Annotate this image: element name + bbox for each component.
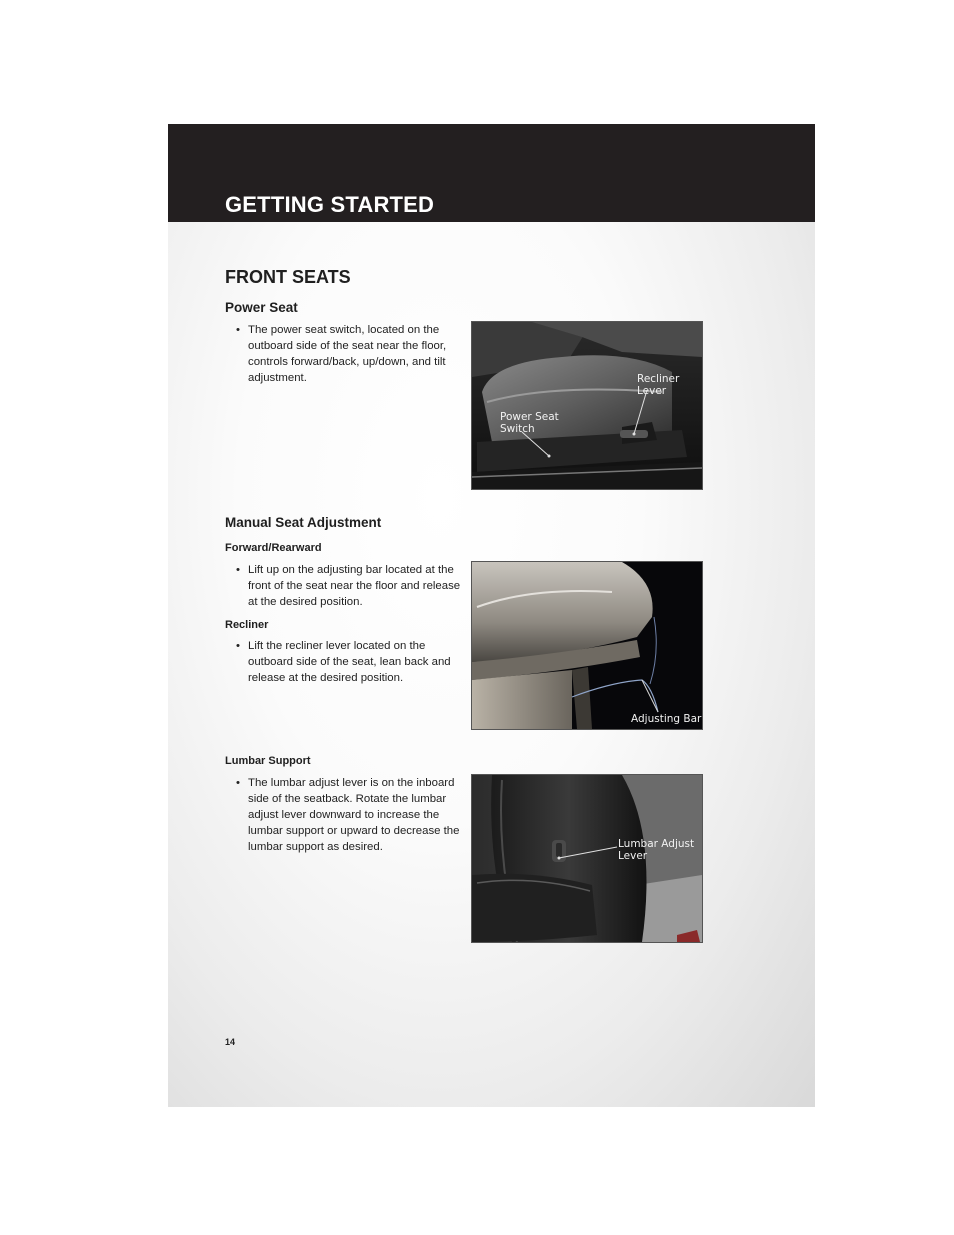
recliner-bullet: • Lift the recliner lever located on the outboard side of the seat, lean back and release at the desired position.	[236, 640, 451, 684]
page-title: FRONT SEATS	[225, 267, 351, 287]
lumbar-adjust-lever-label: Lumbar Adjust Lever	[618, 838, 695, 862]
bullet-icon: •	[236, 324, 240, 336]
power-seat-image	[472, 322, 702, 489]
section-title: GETTING STARTED	[225, 192, 435, 217]
forward-rearward-heading: Forward/Rearward	[225, 542, 322, 554]
adjusting-bar-label: Adjusting Bar	[631, 713, 702, 725]
bullet-icon: •	[236, 564, 240, 576]
manual-page	[168, 124, 815, 1107]
power-seat-heading: Power Seat	[225, 300, 298, 315]
lumbar-support-heading: Lumbar Support	[225, 755, 311, 767]
header-band	[168, 124, 815, 222]
lumbar-lever-photo	[471, 774, 703, 943]
power-seat-bullet: • The power seat switch, located on the outboard side of the seat near the floor, controls forward/back, up/down, and tilt adjustment.	[236, 324, 447, 384]
recliner-lever-label: Recliner Lever	[637, 373, 680, 397]
manual-adjustment-heading: Manual Seat Adjustment	[225, 515, 382, 530]
bullet-icon: •	[236, 777, 240, 789]
lumbar-support-bullet: • The lumbar adjust lever is on the inboard side of the seatback. Rotate the lumbar adjust lever downward to increase the lumbar support or upward to decrease the lumbar support as desired.	[236, 777, 460, 853]
bullet-icon: •	[236, 640, 240, 652]
power-seat-photo	[471, 321, 703, 490]
forward-rearward-bullet: • Lift up on the adjusting bar located at the front of the seat near the floor and release at the desired position.	[236, 564, 461, 608]
adjusting-bar-image	[472, 562, 702, 729]
page-number: 14	[225, 1037, 236, 1047]
power-seat-switch-label: Power Seat Switch	[500, 411, 559, 435]
recliner-heading: Recliner	[225, 619, 269, 631]
adjusting-bar-photo	[471, 561, 703, 730]
